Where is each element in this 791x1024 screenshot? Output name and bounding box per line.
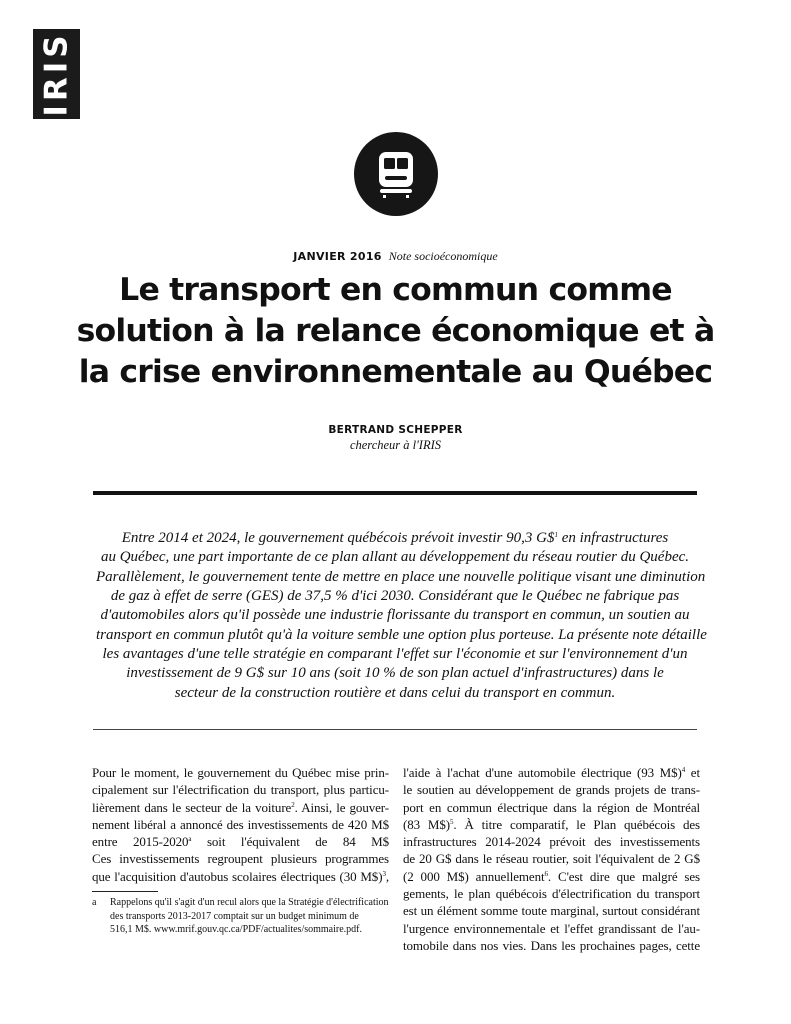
text-line (403, 885, 700, 902)
title-line: Le transport en commun comme (119, 272, 672, 308)
text-run: (2 000 M$) annuellement (403, 868, 545, 884)
text-run: Entre 2014 et 2024, le gouvernement québécois prévoit investir 90,3 G$ (121, 530, 555, 546)
text-run: soit l'équivalent de 84 M$ (206, 834, 389, 850)
text-run: transport en commun plutôt qu'à la voiture semble une option plus porteuse. La présente note détaille (96, 626, 707, 643)
title-divider (93, 491, 697, 495)
logo-text: IRIS (38, 31, 75, 117)
note-reference: a (188, 835, 192, 844)
text-line (403, 850, 700, 867)
text-run: investissement de 9 G$ sur 10 ans (soit 10 % de son plan actuel d'infrastructures) dans le (126, 665, 664, 682)
abstract-line (96, 645, 694, 664)
text-run: . Ainsi, le gouver- (294, 799, 389, 815)
title-line: la crise environnementale au Québec (78, 354, 713, 390)
text-run: lièrement dans le secteur de la voiture (92, 799, 292, 815)
text-run: Parallèlement, le gouvernement tente de mettre en place une nouvelle politique visant une diminution (96, 568, 706, 585)
text-run: nement libéral a annoncé des investissements de 420 M$ (92, 816, 389, 832)
text-run: et (685, 765, 700, 780)
train-icon (354, 132, 438, 216)
note-reference: 2 (291, 800, 295, 809)
text-run: Pour le moment, le gouvernement du Québec mise prin- (92, 765, 389, 780)
author-name: BERTRAND SCHEPPER (328, 424, 463, 436)
title-line: solution à la relance économique et à (76, 313, 715, 349)
footnote-text (110, 896, 389, 937)
text-run: Ces investissements regroupent plusieurs programmes (92, 851, 389, 867)
text-run: entre 2015-2020 (92, 834, 189, 850)
text-line (92, 799, 389, 816)
footnote-line: 516,1 M$. www.mrif.gouv.qc.ca/PDF/actualites/sommaire.pdf. (110, 924, 362, 935)
text-run: au Québec, une part importante de ce plan allant au développement du réseau routier du Québec. (100, 549, 690, 566)
text-run: en infrastructures (557, 530, 669, 546)
text-run: est un élément somme toute marginal, surtout considérant (403, 903, 700, 919)
text-line (403, 816, 700, 833)
abstract-line (96, 626, 707, 645)
text-line (92, 868, 389, 885)
abstract-line (96, 548, 694, 567)
note-reference: 1 (554, 531, 558, 539)
text-run: de gaz à effet de serre (GES) de 37,5 % d'ici 2030. Considérant que le Québec ne fabrique pas (110, 588, 680, 605)
text-line (92, 816, 389, 833)
text-line (403, 920, 700, 937)
text-line (403, 902, 700, 919)
abstract-line (96, 587, 694, 606)
text-run: . À titre comparatif, le Plan québécois des (453, 816, 700, 832)
transport-emblem (354, 132, 438, 216)
text-line (403, 937, 700, 954)
abstract-line (96, 529, 694, 548)
text-line (92, 833, 389, 850)
text-line (92, 764, 389, 781)
author-role: chercheur à l'IRIS (349, 438, 442, 452)
text-run: tomobile dans nos vies. Dans les prochaines pages, cette (403, 937, 700, 953)
abstract-line (96, 568, 706, 587)
note-reference: 4 (681, 766, 686, 774)
text-line (92, 850, 389, 867)
text-run: gements, le plan québécois d'électrification du transport (403, 886, 700, 902)
iris-logo (33, 29, 80, 119)
footnote-marker: a (92, 897, 97, 908)
body-column-right (403, 764, 700, 954)
text-run: . C'est dire que malgré ses (547, 868, 700, 884)
footnote (92, 896, 389, 937)
text-run: d'automobiles alors qu'il possède une industrie florissante du transport en commun, un soutien au (100, 607, 690, 624)
text-line (403, 799, 700, 816)
text-run: l'urgence environnementale et l'effet grandissant de l'au- (403, 920, 700, 936)
text-run: secteur de la construction routière et dans celui du transport en commun. (174, 684, 616, 701)
text-run: de 20 G$ dans le réseau routier, soit l'équivalent de 2 G$ (403, 851, 700, 867)
abstract-line (96, 684, 694, 703)
text-run: que l'acquisition d'autobus scolaires électriques (30 M$) (92, 868, 383, 884)
text-run: , (385, 868, 389, 884)
note-reference: 6 (544, 869, 548, 878)
text-line (403, 781, 700, 798)
abstract-line (96, 664, 694, 683)
issue-date: JANVIER 2016 (293, 250, 382, 263)
text-line (403, 833, 700, 850)
text-line (403, 764, 700, 781)
abstract-divider (93, 729, 697, 730)
page-title (60, 270, 731, 393)
footnote-line: des transports 2013-2017 comptait sur un budget minimum de (110, 910, 359, 922)
abstract-line (96, 606, 694, 625)
text-run: l'aide à l'achat d'une automobile électrique (93 M$) (403, 765, 682, 780)
dateline (0, 249, 791, 264)
text-line (403, 868, 700, 885)
abstract (96, 529, 707, 703)
text-run: cipalement sur l'électrification du transport, plus particu- (92, 782, 389, 798)
text-line (92, 781, 389, 798)
text-run: le soutien au développement de grands projets de trans- (403, 782, 700, 798)
text-run: les avantages d'une telle stratégie en comparant l'effet sur l'économie et sur l'environnement d'un (102, 646, 688, 663)
text-run: infrastructures 2014-2024 prévoit des investissements (403, 834, 700, 850)
publication-type: Note socioéconomique (388, 249, 498, 263)
footnote-divider (92, 891, 158, 892)
note-reference: 5 (450, 817, 454, 826)
text-run: port en commun électrique dans la région de Montréal (403, 799, 700, 815)
text-run: (83 M$) (403, 816, 451, 832)
footnote-line: Rappelons qu'il s'agit d'un recul alors que la Stratégie d'électrification (110, 897, 389, 908)
note-reference: 3 (382, 869, 386, 878)
body-column-left (92, 764, 389, 885)
